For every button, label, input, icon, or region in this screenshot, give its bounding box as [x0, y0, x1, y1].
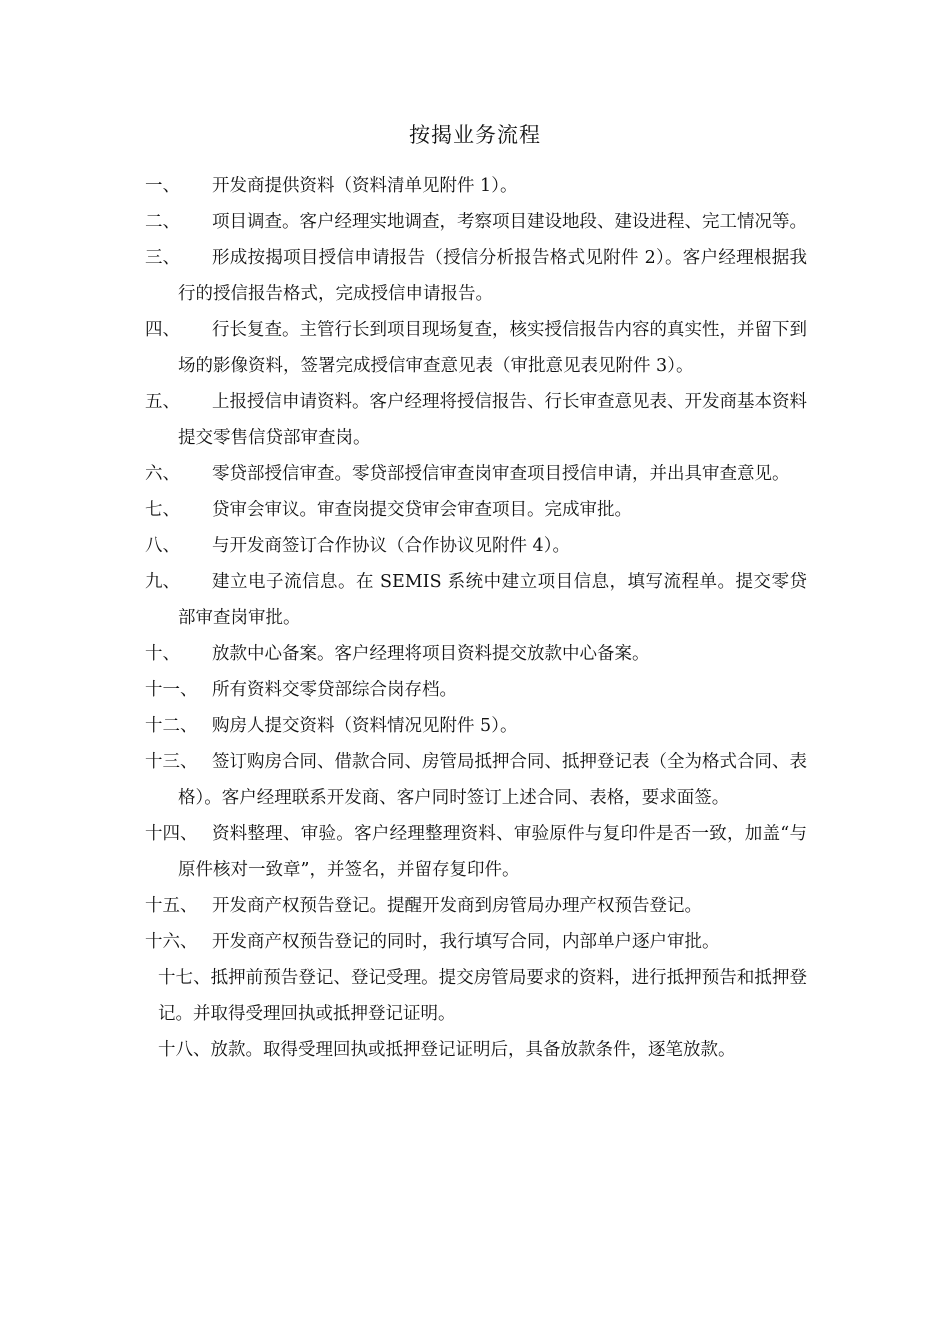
step-text: 行长复查。主管行长到项目现场复查，核实授信报告内容的真实性，并留下到场的影像资料，签署完成授信审查意见表（审批意见表见附件 3）。: [178, 320, 807, 376]
step-number: 十一、: [145, 680, 198, 700]
process-steps-list: [145, 168, 807, 1068]
step-text: 与开发商签订合作协议（合作协议见附件 4）。: [212, 536, 570, 556]
step-number: 十、: [145, 644, 180, 664]
list-item: [145, 816, 807, 888]
step-text: 开发商产权预告登记的同时，我行填写合同，内部单户逐户审批。: [212, 932, 720, 952]
list-item: [145, 960, 807, 1032]
step-number: 八、: [145, 536, 180, 556]
step-line: [157, 960, 807, 1032]
list-item: [145, 672, 807, 708]
step-number: 九、: [145, 572, 180, 592]
list-item: [145, 240, 807, 312]
step-text: 建立电子流信息。在 SEMIS 系统中建立项目信息，填写流程单。提交零贷部审查岗审批。: [178, 572, 807, 628]
step-text: 开发商提供资料（资料清单见附件 1）。: [212, 176, 518, 196]
list-item: [145, 564, 807, 636]
list-item: [145, 708, 807, 744]
step-number: 十四、: [145, 824, 198, 844]
list-item: [145, 888, 807, 924]
step-text: 放款中心备案。客户经理将项目资料提交放款中心备案。: [212, 644, 650, 664]
list-item: [145, 492, 807, 528]
step-text: 贷审会审议。审查岗提交贷审会审查项目。完成审批。: [212, 500, 632, 520]
list-item: [145, 168, 807, 204]
step-text: 开发商产权预告登记。提醒开发商到房管局办理产权预告登记。: [212, 896, 702, 916]
document-title: 按揭业务流程: [409, 123, 541, 147]
step-text: 放款。取得受理回执或抵押登记证明后，具备放款条件，逐笔放款。: [210, 1040, 736, 1060]
step-number: 十六、: [145, 932, 198, 952]
step-text: 所有资料交零贷部综合岗存档。: [212, 680, 457, 700]
step-number: 十三、: [145, 752, 198, 772]
list-item: [145, 744, 807, 816]
step-text: 签订购房合同、借款合同、房管局抵押合同、抵押登记表（全为格式合同、表格）。客户经理联系开发商、客户同时签订上述合同、表格，要求面签。: [178, 752, 807, 808]
step-number: 二、: [145, 212, 180, 232]
step-number: 十五、: [145, 896, 198, 916]
list-item: [145, 636, 807, 672]
step-text: 购房人提交资料（资料情况见附件 5）。: [212, 716, 518, 736]
step-line: [157, 1032, 807, 1068]
list-item: [145, 204, 807, 240]
step-number: 四、: [145, 320, 180, 340]
list-item: [145, 528, 807, 564]
step-number: 七、: [145, 500, 180, 520]
list-item: [145, 456, 807, 492]
step-text: 上报授信申请资料。客户经理将授信报告、行长审查意见表、开发商基本资料提交零售信贷部审查岗。: [178, 392, 807, 448]
list-item: [145, 312, 807, 384]
list-item: [145, 384, 807, 456]
step-number: 一、: [145, 176, 180, 196]
step-text: 抵押前预告登记、登记受理。提交房管局要求的资料，进行抵押预告和抵押登记。并取得受理回执或抵押登记证明。: [158, 968, 807, 1024]
step-number: 十二、: [145, 716, 198, 736]
step-text: 零贷部授信审查。零贷部授信审查岗审查项目授信申请，并出具审查意见。: [212, 464, 790, 484]
step-number: 五、: [145, 392, 180, 412]
step-number: 十八、: [158, 1040, 211, 1060]
list-item: [145, 1032, 807, 1068]
step-text: 资料整理、审验。客户经理整理资料、审验原件与复印件是否一致，加盖“与原件核对一致章”，并签名，并留存复印件。: [178, 824, 807, 880]
step-text: 形成按揭项目授信申请报告（授信分析报告格式见附件 2）。客户经理根据我行的授信报告格式，完成授信申请报告。: [178, 248, 807, 304]
step-number: 六、: [145, 464, 180, 484]
step-number: 三、: [145, 248, 180, 268]
step-text: 项目调查。客户经理实地调查，考察项目建设地段、建设进程、完工情况等。: [212, 212, 807, 232]
step-number: 十七、: [158, 968, 211, 988]
list-item: [145, 924, 807, 960]
